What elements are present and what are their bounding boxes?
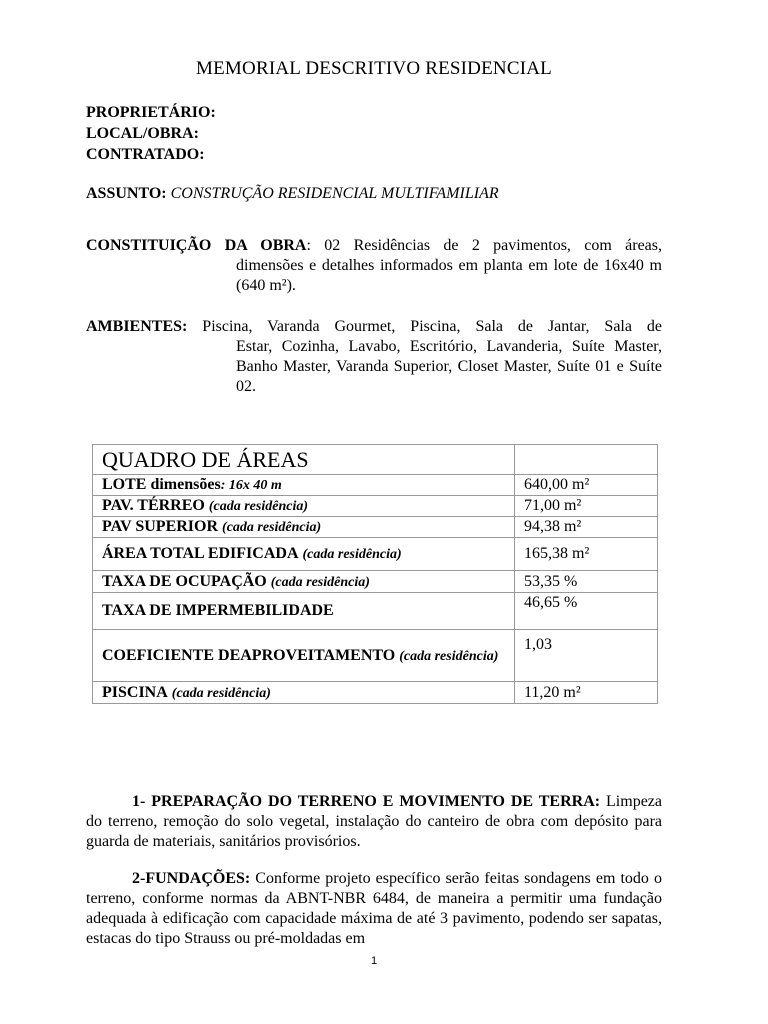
section-2 xyxy=(86,869,662,949)
subject-line xyxy=(86,183,662,204)
contractor-label: CONTRATADO: xyxy=(86,146,205,163)
page-number: 1 xyxy=(370,955,378,967)
owner-label: PROPRIETÁRIO: xyxy=(86,104,216,121)
constitution-paragraph xyxy=(86,236,662,296)
document-page xyxy=(86,58,662,397)
subject-value: CONSTRUÇÃO RESIDENCIAL MULTIFAMILIAR xyxy=(170,185,499,202)
area-value: 1,03 xyxy=(515,630,658,682)
area-note: (cada residência) xyxy=(171,685,271,701)
section-2-heading: 2-FUNDAÇÕES: xyxy=(132,870,251,887)
area-label: TAXA DE OCUPAÇÃO xyxy=(102,572,267,590)
area-note: : 16x 40 m xyxy=(220,478,282,493)
section-1 xyxy=(86,792,662,852)
rooms-first-line xyxy=(86,317,662,337)
area-label-cell xyxy=(93,630,515,682)
area-label: TAXA DE IMPERMEBILIDADE xyxy=(102,602,334,619)
table-row xyxy=(93,571,658,593)
area-label-cell xyxy=(93,593,515,630)
rooms-line1: Piscina, Varanda Gourmet, Piscina, Sala de Jantar, Sala de xyxy=(202,318,663,335)
area-note: (cada residência) xyxy=(302,547,402,562)
table-row xyxy=(93,496,658,517)
rooms-paragraph xyxy=(86,317,662,397)
area-label-cell xyxy=(93,538,515,571)
area-label: PISCINA xyxy=(102,683,168,701)
section-1-heading: 1- PREPARAÇÃO DO TERRENO E MOVIMENTO DE TERRA: xyxy=(132,793,601,810)
constitution-label: CONSTITUIÇÃO DA OBRA xyxy=(86,237,307,254)
area-value: 640,00 m² xyxy=(515,475,658,496)
area-value: 165,38 m² xyxy=(515,538,658,571)
constitution-line1: : 02 Residências de 2 pavimentos, com áreas, xyxy=(306,237,663,254)
area-note: (cada residência) xyxy=(208,499,309,514)
area-label: ÁREA TOTAL EDIFICADA xyxy=(102,545,299,562)
areas-table xyxy=(92,444,658,704)
area-value: 53,35 % xyxy=(515,571,658,593)
areas-table-header-blank xyxy=(515,445,658,475)
section-2-body: Conforme projeto específico serão feitas sondagens em todo o terreno, conforme normas da ABNT-NBR 6484, de maneira a permitir uma fundação adequada à edificação com capacidade máxima de até 3 pavimento, podendo ser sapatas, estacas do tipo Strauss ou pré-moldadas em xyxy=(86,870,662,947)
location-label: LOCAL/OBRA: xyxy=(86,125,199,142)
area-note: (cada residência) xyxy=(270,574,370,590)
area-label: PAV SUPERIOR xyxy=(102,518,219,535)
area-note: (cada residência) xyxy=(222,520,322,535)
area-value: 71,00 m² xyxy=(515,496,658,517)
area-value: 94,38 m² xyxy=(515,517,658,538)
rooms-body: Estar, Cozinha, Lavabo, Escritório, Lavanderia, Suíte Master, Banho Master, Varanda Superior, Closet Master, Suíte 01 e Suíte 02. xyxy=(236,338,662,395)
table-row xyxy=(93,538,658,571)
areas-table-header: QUADRO DE ÁREAS xyxy=(93,445,515,475)
area-value: 11,20 m² xyxy=(515,682,658,704)
area-label-cell xyxy=(93,682,515,704)
table-row xyxy=(93,593,658,630)
subject-label: ASSUNTO: xyxy=(86,185,167,202)
areas-table-header-row xyxy=(93,445,658,475)
area-value: 46,65 % xyxy=(515,593,658,630)
area-label-cell xyxy=(93,496,515,517)
area-label: LOTE dimensões xyxy=(102,476,221,493)
section-1-body: Limpeza do terreno, remoção do solo vegetal, instalação do canteiro de obra com depósito para guarda de materiais, sanitários provisórios. xyxy=(86,793,662,850)
area-label: COEFICIENTE DEAPROVEITAMENTO xyxy=(102,646,396,664)
table-row xyxy=(93,682,658,704)
table-row xyxy=(93,517,658,538)
area-label-cell xyxy=(93,571,515,593)
table-row xyxy=(93,475,658,496)
document-title: MEMORIAL DESCRITIVO RESIDENCIAL xyxy=(196,58,552,79)
constitution-first-line xyxy=(86,236,662,256)
area-note: (cada residência) xyxy=(399,648,499,664)
table-row xyxy=(93,630,658,682)
rooms-label: AMBIENTES: xyxy=(86,318,188,335)
constitution-body: dimensões e detalhes informados em planta em lote de 16x40 m (640 m²). xyxy=(236,257,662,294)
area-label: PAV. TÉRREO xyxy=(102,497,205,514)
area-label-cell xyxy=(93,475,515,496)
area-label-cell xyxy=(93,517,515,538)
